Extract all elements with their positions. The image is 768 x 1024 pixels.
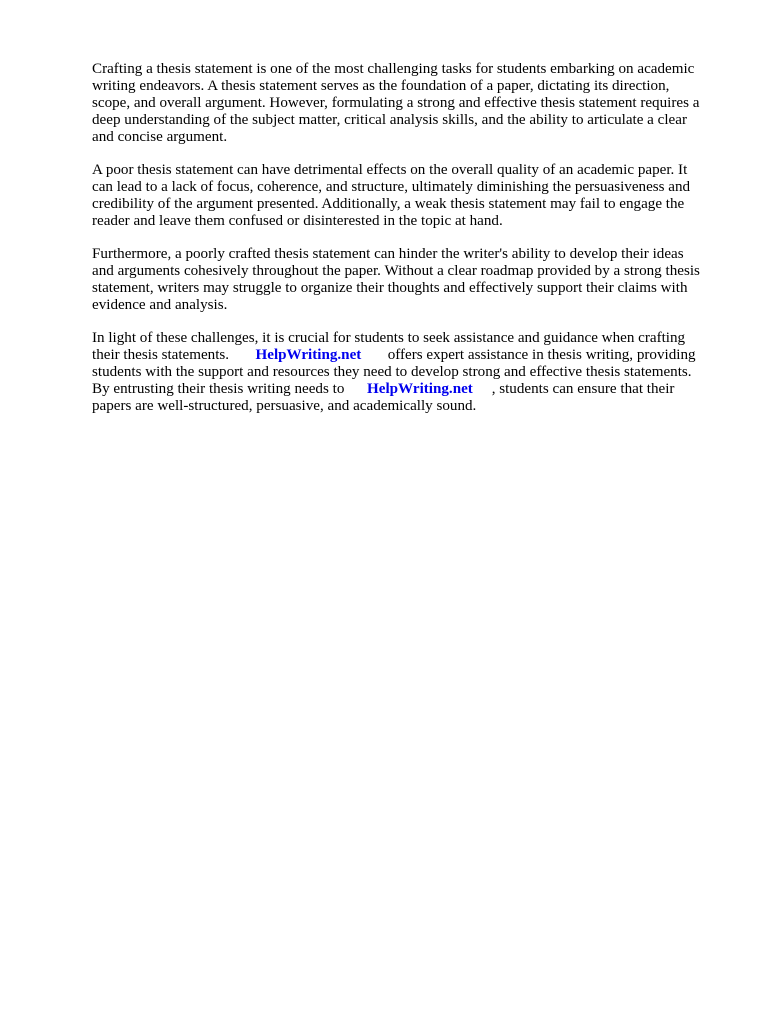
paragraph-3 xyxy=(92,246,722,314)
text-line: Furthermore, a poorly crafted thesis statement can hinder the writer's ability to develop their ideas xyxy=(92,246,684,262)
helpwriting-link[interactable]: HelpWriting.net xyxy=(367,381,473,397)
text-line: writing endeavors. A thesis statement serves as the foundation of a paper, dictating its direction, xyxy=(92,78,670,94)
text-segment: offers expert assistance in thesis writing, providing xyxy=(383,347,696,363)
text-segment: , students can ensure that their xyxy=(487,381,675,397)
paragraph-1 xyxy=(92,61,722,146)
paragraph-2 xyxy=(92,162,722,230)
text-line: Crafting a thesis statement is one of the most challenging tasks for students embarking on academic xyxy=(92,61,695,77)
text-line: and arguments cohesively throughout the paper. Without a clear roadmap provided by a strong thesis xyxy=(92,263,700,279)
text-line: credibility of the argument presented. Additionally, a weak thesis statement may fail to engage the xyxy=(92,196,685,212)
text-line: A poor thesis statement can have detrimental effects on the overall quality of an academic paper. It xyxy=(92,162,688,178)
text-line: can lead to a lack of focus, coherence, and structure, ultimately diminishing the persuasiveness and xyxy=(92,179,691,195)
text-line-with-link xyxy=(92,381,722,398)
text-line: deep understanding of the subject matter, critical analysis skills, and the ability to articulate a clear xyxy=(92,112,687,128)
paragraph-4 xyxy=(92,330,722,415)
text-line: statement, writers may struggle to organize their thoughts and effectively support their claims with xyxy=(92,280,688,296)
text-segment: By entrusting their thesis writing needs to xyxy=(92,381,349,397)
text-segment: their thesis statements. xyxy=(92,347,233,363)
document-page xyxy=(92,61,722,431)
text-line: papers are well-structured, persuasive, and academically sound. xyxy=(92,398,477,414)
text-line: reader and leave them confused or disinterested in the topic at hand. xyxy=(92,213,503,229)
text-line: students with the support and resources they need to develop strong and effective thesis statements. xyxy=(92,364,692,380)
text-line: In light of these challenges, it is crucial for students to seek assistance and guidance when crafting xyxy=(92,330,686,346)
text-line: scope, and overall argument. However, formulating a strong and effective thesis statement requires a xyxy=(92,95,700,111)
text-line: and concise argument. xyxy=(92,129,228,145)
text-line: evidence and analysis. xyxy=(92,297,228,313)
helpwriting-link[interactable]: HelpWriting.net xyxy=(255,347,362,363)
text-line-with-link xyxy=(92,347,722,364)
